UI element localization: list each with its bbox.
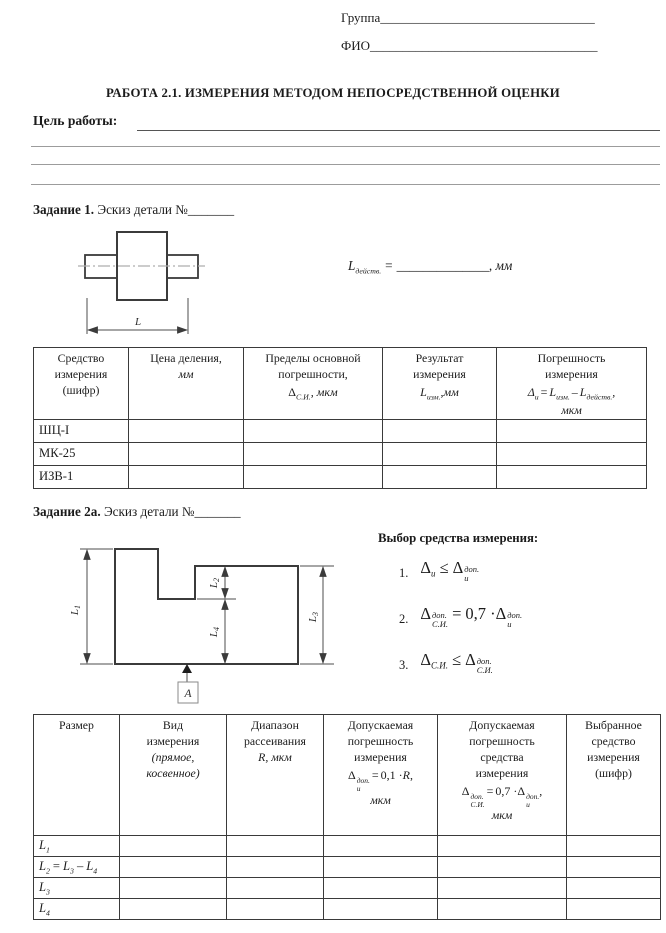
blank-cell — [244, 442, 383, 465]
formula-token: Δ доп. и — [517, 783, 540, 809]
column-header — [129, 348, 244, 420]
criteria-number: 1. — [399, 565, 409, 580]
criteria-item — [399, 558, 522, 583]
text-line: Результат — [415, 351, 464, 365]
formula-token: Δ доп. и — [347, 767, 370, 793]
formula-token: ______________ — [396, 258, 489, 273]
row-label — [34, 878, 120, 899]
formula-token: 0,1 · — [380, 767, 403, 782]
text-line: измерения — [354, 749, 407, 764]
column-header — [567, 715, 661, 836]
formula-token: Δ доп. С.И. — [461, 783, 485, 809]
measurement-table-1 — [33, 347, 647, 489]
formula-token: $L_2$ — [39, 858, 50, 876]
text-line: R, мкм — [258, 749, 292, 764]
table-row — [34, 836, 661, 857]
blank-cell — [120, 899, 227, 920]
text-line: Диапазон — [251, 718, 299, 732]
goal-label: Цель работы: — [33, 113, 118, 128]
text-line — [383, 384, 496, 403]
formula-token: ≤ — [452, 649, 462, 669]
row-label — [34, 836, 120, 857]
column-header — [244, 348, 383, 420]
text-line — [438, 783, 566, 809]
blank-cell — [383, 419, 497, 442]
selection-title: Выбор средства измерения: — [378, 531, 539, 545]
blank-cell — [227, 857, 324, 878]
blank-cell — [227, 878, 324, 899]
text-line: мкм — [370, 792, 391, 807]
table2-header-row — [34, 715, 661, 836]
text-line: погрешность — [469, 733, 535, 748]
blank-cell — [438, 878, 567, 899]
formula-token: $L_{изм.}$ — [420, 384, 441, 402]
task2a-heading-bold: Задание 2а. — [33, 504, 101, 519]
formula-token: $L_4$ — [86, 858, 98, 876]
formula-token: ≤ — [439, 558, 449, 577]
criteria-formula — [420, 604, 522, 629]
datum-label: A — [184, 688, 192, 700]
table-row — [34, 857, 661, 878]
criteria-item — [399, 604, 522, 629]
blank-cell — [324, 836, 438, 857]
text-line: косвенное) — [146, 765, 200, 780]
text-line — [244, 384, 382, 403]
formula-token: = — [486, 783, 494, 798]
formula-token: ,мм — [440, 384, 459, 399]
column-header — [383, 348, 497, 420]
text-line: мкм — [491, 808, 513, 823]
text-line: измерения — [475, 765, 529, 780]
task2a-heading-rest: Эскиз детали № — [100, 504, 195, 519]
formula-token: , мкм — [310, 384, 338, 399]
table-row — [34, 465, 647, 488]
blank-cell — [324, 899, 438, 920]
blank-cell — [567, 836, 661, 857]
dimension-label-L3: L3 — [307, 611, 320, 623]
fio-label: ФИО — [341, 38, 371, 53]
formula-token: $L_{изм.}$ — [549, 384, 570, 402]
formula-token: $\Delta_{С.И.}$ — [420, 649, 449, 671]
blank-cell — [227, 836, 324, 857]
text-line: Размер — [59, 718, 94, 732]
text-line: Выбранное — [585, 718, 642, 732]
blank-cell — [438, 899, 567, 920]
fio-blank: ___________________________________ — [370, 38, 598, 53]
criteria-number: 3. — [399, 657, 409, 672]
group-field — [341, 10, 595, 26]
row-label — [34, 899, 120, 920]
column-header — [227, 715, 324, 836]
text-line: измерения — [146, 733, 200, 748]
dimension-label-L1: L1 — [69, 604, 82, 616]
text-line: средства — [480, 749, 524, 764]
selection-criteria — [399, 558, 522, 675]
formula-token: $\Delta_и$ — [527, 384, 539, 402]
text-line: измерения — [545, 366, 598, 381]
formula-token: $\Delta_и$ — [420, 558, 436, 579]
formula-token: $L_3$ — [63, 858, 74, 876]
blank-cell — [129, 465, 244, 488]
text-line: погрешности, — [278, 366, 348, 381]
task2a-heading — [33, 504, 241, 520]
dimension-label-L: L — [134, 316, 142, 328]
group-blank: _________________________________ — [380, 10, 595, 25]
column-header — [34, 715, 120, 836]
formula-token: = — [540, 384, 548, 399]
formula-token: 0,7 · — [495, 783, 518, 798]
writing-line — [31, 184, 660, 185]
text-line: Погрешность — [537, 351, 606, 365]
blank-cell — [497, 465, 647, 488]
writing-line — [31, 164, 660, 165]
blank-cell — [324, 857, 438, 878]
blank-cell — [567, 899, 661, 920]
formula-token: , — [612, 384, 616, 399]
table-row — [34, 442, 647, 465]
criteria-formula — [420, 650, 492, 675]
blank-cell — [120, 836, 227, 857]
column-header — [120, 715, 227, 836]
formula-token: – — [76, 858, 84, 873]
row-label: ШЦ-I — [34, 419, 129, 442]
text-line: Вид — [162, 718, 184, 732]
formula-token: 0,7 · — [465, 603, 496, 623]
blank-cell — [227, 899, 324, 920]
blank-cell — [120, 878, 227, 899]
blank-cell — [129, 442, 244, 465]
blank-cell — [438, 857, 567, 878]
blank-cell — [244, 419, 383, 442]
blank-cell — [324, 878, 438, 899]
text-line: (прямое, — [151, 749, 195, 764]
task1-heading — [33, 202, 234, 218]
work-title: РАБОТА 2.1. ИЗМЕРЕНИЯ МЕТОДОМ НЕПОСРЕДСТВЕННОЙ ОЦЕНКИ — [106, 86, 560, 100]
formula-token: $L_{действ.}$ — [579, 384, 613, 402]
part-sketch-2 — [50, 532, 350, 712]
text-line — [497, 384, 646, 403]
table1-header-row — [34, 348, 647, 420]
formula-token: = — [371, 767, 379, 782]
task2a-heading-blank: _______ — [194, 504, 241, 519]
text-line: рассеивания — [243, 733, 306, 748]
table-row — [34, 899, 661, 920]
blank-cell — [567, 878, 661, 899]
measurement-table-2 — [33, 714, 661, 920]
criteria-number: 2. — [399, 611, 409, 626]
text-line: Цена деления, — [150, 351, 222, 365]
criteria-formula — [420, 558, 479, 583]
column-header — [324, 715, 438, 836]
text-line: Допускаемая — [469, 718, 535, 732]
datum-triangle — [182, 664, 192, 673]
task1-heading-blank: _______ — [187, 202, 235, 217]
blank-cell — [438, 836, 567, 857]
formula-token: = — [52, 858, 61, 873]
formula-token: $L_3$ — [39, 879, 50, 897]
formula-token: Δ доп. С.И. — [465, 649, 493, 675]
formula-token: , — [410, 767, 413, 782]
text-line: измерения — [587, 749, 640, 764]
formula-token: $\Delta_{С.И.}$ — [288, 384, 311, 402]
blank-cell — [567, 857, 661, 878]
formula-token: , мм — [488, 258, 513, 273]
formula-token: = — [452, 603, 462, 623]
text-line — [324, 767, 437, 793]
formula-token: = — [385, 258, 393, 273]
text-line: мм — [178, 366, 194, 381]
text-line: измерения — [413, 366, 466, 381]
blank-cell — [383, 442, 497, 465]
formula-token: Δ доп. С.И. — [420, 603, 449, 629]
column-header — [497, 348, 647, 420]
table-row — [34, 419, 647, 442]
blank-cell — [129, 419, 244, 442]
text-line: средство — [591, 733, 636, 748]
text-line: Допускаемая — [347, 718, 414, 732]
task1-heading-rest: Эскиз детали № — [94, 202, 188, 217]
row-label — [34, 857, 120, 878]
table-row — [34, 878, 661, 899]
text-line: Средство — [57, 351, 105, 365]
row-label: МК-25 — [34, 442, 129, 465]
column-header — [34, 348, 129, 420]
dimension-label-L2: L2 — [208, 577, 221, 589]
blank-cell — [244, 465, 383, 488]
criteria-item — [399, 650, 522, 675]
formula-token: $L_1$ — [39, 837, 50, 855]
blank-cell — [120, 857, 227, 878]
task1-heading-bold: Задание 1. — [33, 202, 95, 217]
formula-token: $L_{действ.}$ — [348, 258, 382, 276]
part-outline — [115, 549, 298, 664]
text-line: измерения — [54, 366, 108, 381]
text-line: погрешность — [347, 733, 414, 748]
text-line: Пределы основной — [265, 351, 361, 365]
formula-token: R — [402, 767, 410, 782]
blank-cell — [497, 419, 647, 442]
fio-field — [341, 38, 598, 54]
text-line: мкм — [561, 402, 582, 417]
column-header — [438, 715, 567, 836]
blank-cell — [383, 465, 497, 488]
group-label: Группа — [341, 10, 381, 25]
formula-token: Δ доп. и — [495, 603, 523, 629]
actual-length-formula — [348, 258, 512, 276]
part-sketch-1 — [50, 224, 220, 339]
goal-writing-line — [137, 130, 660, 131]
dimension-label-L4: L4 — [208, 626, 221, 638]
text-line: (шифр) — [62, 382, 100, 397]
writing-line — [31, 146, 660, 147]
formula-token: $L_4$ — [39, 900, 50, 918]
text-line: (шифр) — [595, 765, 632, 780]
formula-token: Δ доп. и — [452, 558, 480, 583]
formula-token: , — [539, 783, 543, 798]
formula-token: – — [571, 384, 578, 399]
row-label: ИЗВ-1 — [34, 465, 129, 488]
blank-cell — [497, 442, 647, 465]
